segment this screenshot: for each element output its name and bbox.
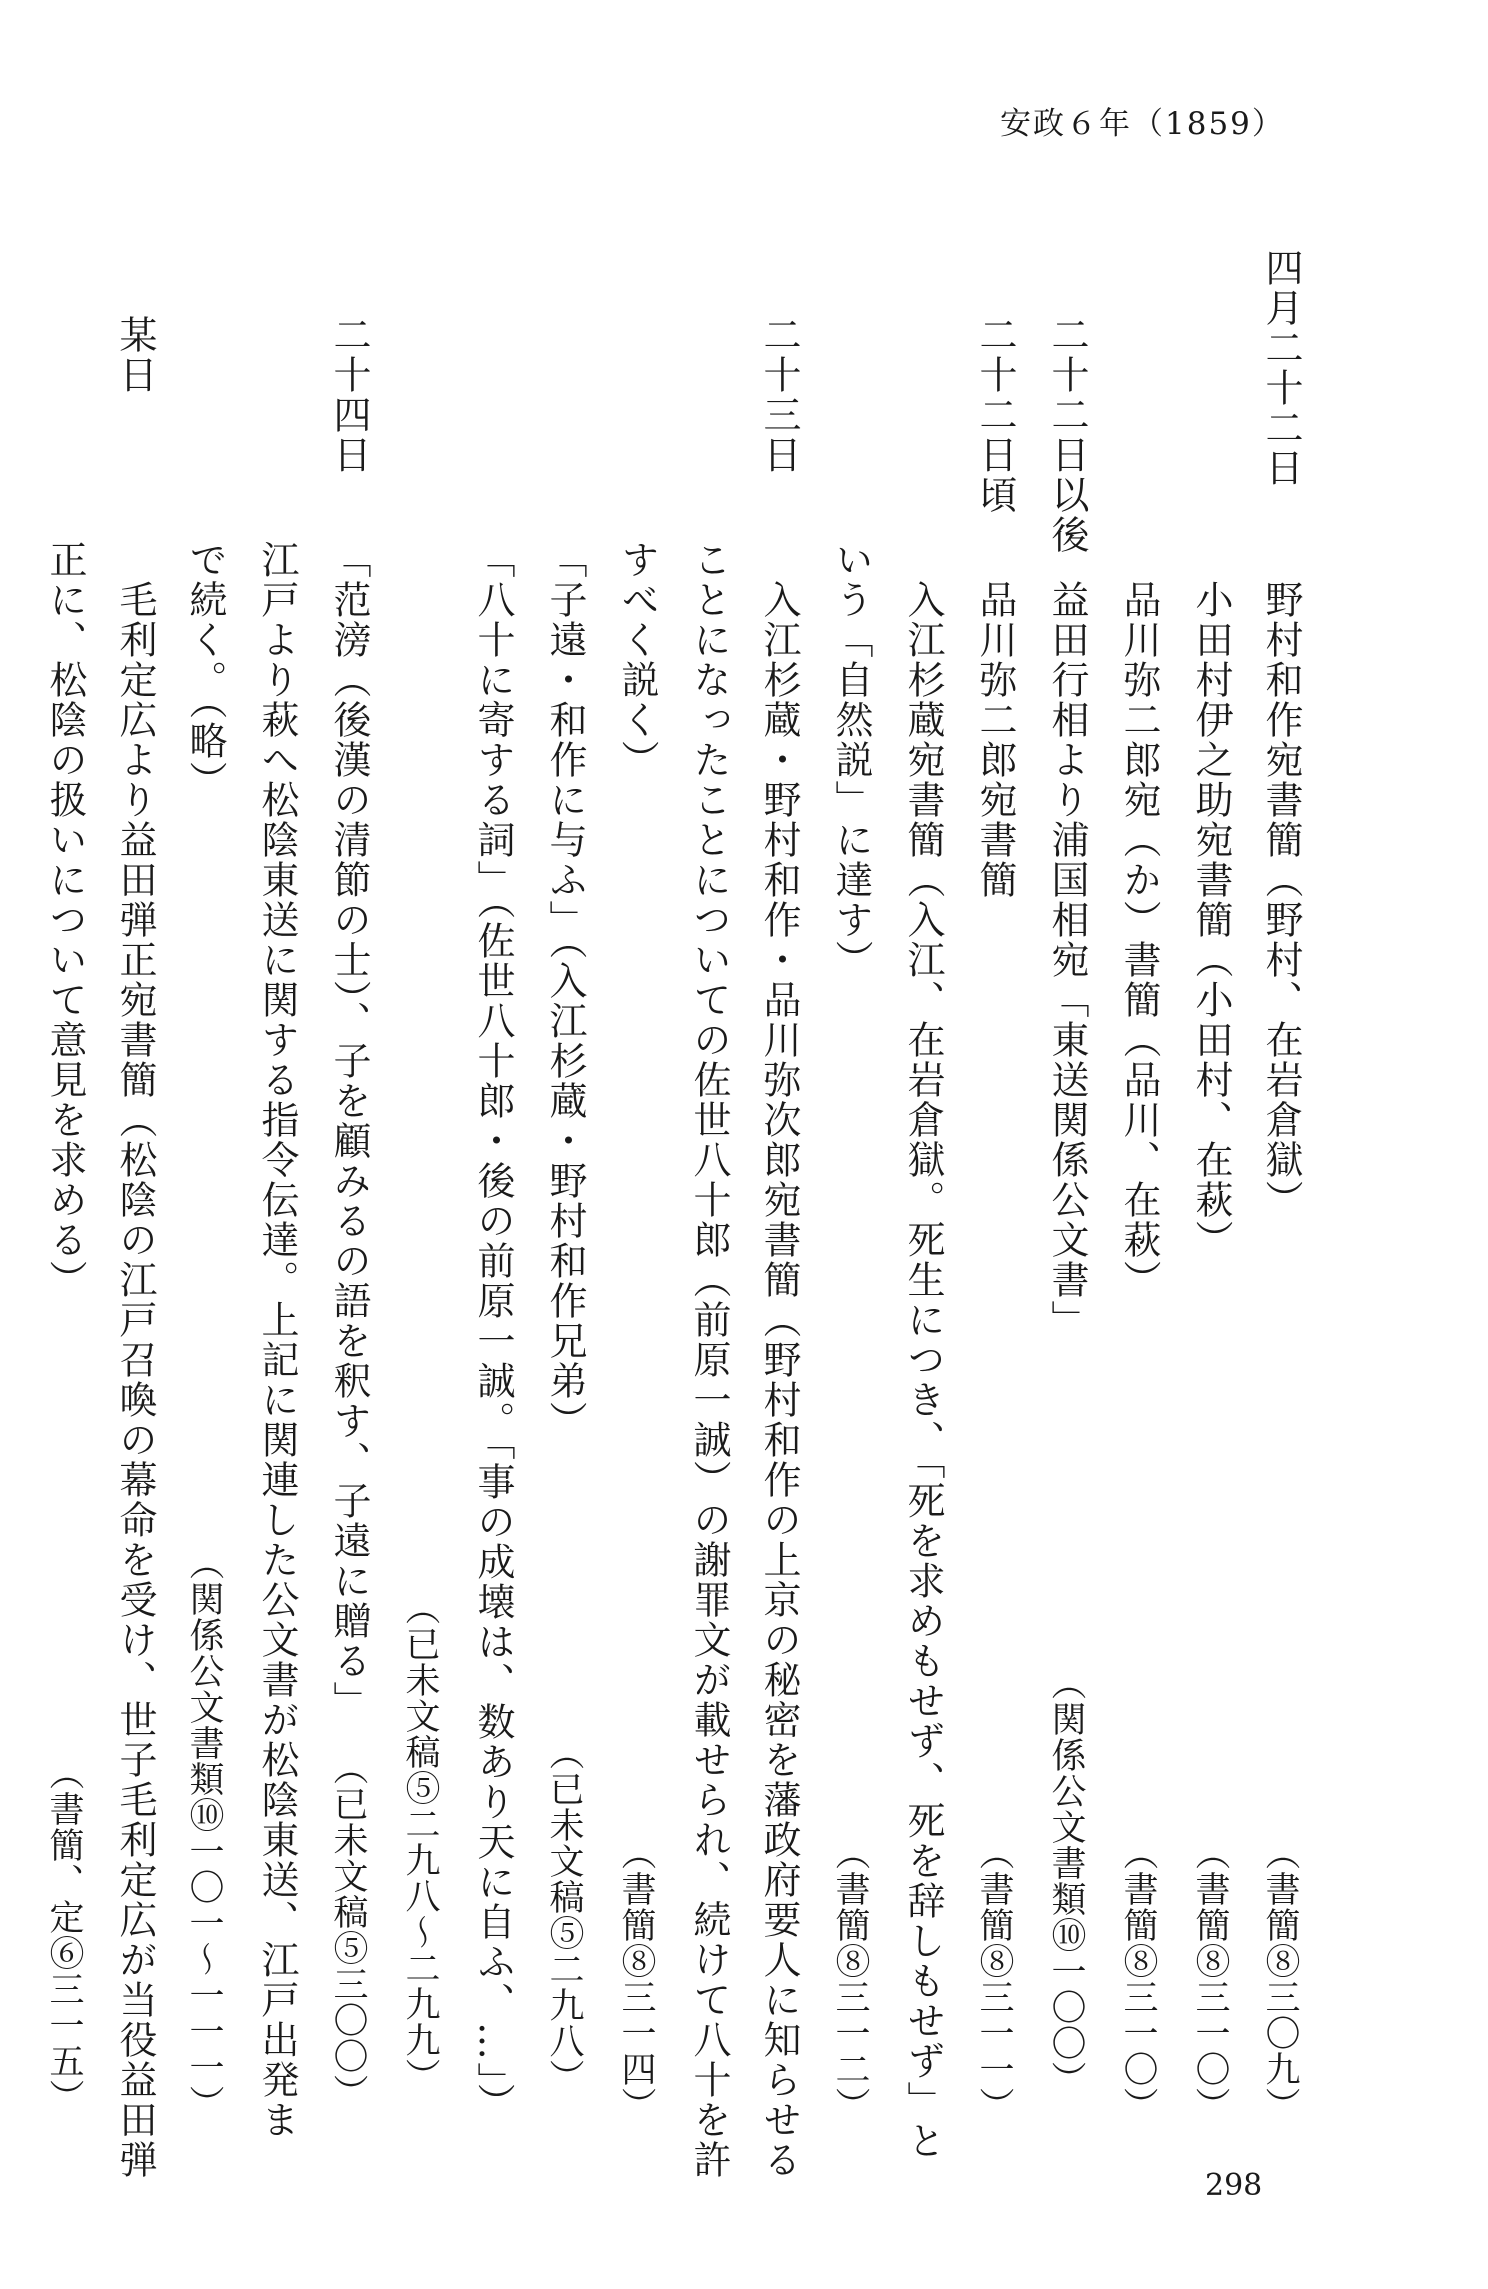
entry-text: 「子遠・和作に与ふ」（入江杉蔵・野村和作兄弟）: [543, 540, 587, 1441]
entry-text: 入江杉蔵・野村和作・品川弥次郎宛書簡（野村和作の上京の秘密を藩政府要人に知らせる: [757, 580, 801, 2180]
entry-text: 野村和作宛書簡（野村、在岩倉獄）: [1259, 580, 1303, 1220]
date-heading: 某日: [113, 315, 157, 395]
entry-text: 「八十に寄する詞」（佐世八十郎・後の前原一誠。「事の成壊は、数あり天に自ふ、…」）: [471, 540, 515, 2123]
entry-source: （已未文稿⑤二九八〜二九九）: [400, 1590, 440, 2094]
date-heading: 二十三日: [757, 315, 801, 475]
page-number: 298: [1205, 2168, 1263, 2203]
entry-source: （已未文稿⑤三〇〇）: [328, 1750, 368, 2110]
entry-text: 小田村伊之助宛書簡（小田村、在萩）: [1189, 580, 1233, 1260]
entry-text: 毛利定広より益田弾正宛書簡（松陰の江戸召喚の幕命を受け、世子毛利定広が当役益田弾: [113, 580, 157, 2180]
entry-text: 入江杉蔵宛書簡（入江、在岩倉獄。死生につき、「死を求めもせず、死を辞しもせず」と: [901, 580, 945, 2161]
entry-text-cont: 正に、松陰の扱いについて意見を求める）: [43, 540, 87, 1300]
entry-text-cont: ことになったことについての佐世八十郎（前原一誠）の謝罪文が載せられ、続けて八十を許: [687, 540, 731, 2180]
date-heading: 四月二十二日: [1259, 248, 1303, 488]
entry-text: 「范滂（後漢の清節の士）、子を顧みるの語を釈す、子遠に贈る」: [327, 540, 371, 1721]
entry-source: （関係公文書類⑩一〇一〜一一一）: [184, 1545, 224, 2121]
entry-text: 品川弥二郎宛（か）書簡（品川、在萩）: [1117, 580, 1161, 1300]
entry-source: （書簡、定⑥三一五）: [44, 1755, 84, 2115]
entry-source: （書簡⑧三〇九）: [1260, 1835, 1300, 2123]
entry-source: （書簡⑧三一四）: [616, 1835, 656, 2123]
entry-text-cont: いう「自然説」に達す）: [829, 540, 873, 980]
entry-text: 益田行相より浦国相宛「東送関係公文書」: [1045, 580, 1089, 1340]
entry-text-cont: すべく説く）: [615, 540, 659, 780]
date-heading: 二十二日頃: [973, 315, 1017, 515]
entry-source: （書簡⑧三一二）: [830, 1835, 870, 2123]
entry-source: （関係公文書類⑩一〇〇）: [1046, 1665, 1086, 2097]
entry-source: （書簡⑧三一一）: [974, 1835, 1014, 2123]
running-header: 安政６年（1859）: [1000, 106, 1285, 142]
entry-source: （已未文稿⑤二九八）: [544, 1735, 584, 2095]
entry-text: 江戸より萩へ松陰東送に関する指令伝達。上記に関連した公文書が松陰東送、江戸出発ま: [255, 540, 299, 2140]
entry-source: （書簡⑧三一〇）: [1190, 1835, 1230, 2123]
date-heading: 二十四日: [327, 315, 371, 475]
entry-text-cont: で続く。（略）: [183, 540, 227, 801]
entry-text: 品川弥二郎宛書簡: [973, 580, 1017, 900]
date-heading: 二十二日以後: [1045, 315, 1089, 555]
entry-source: （書簡⑧三一〇）: [1118, 1835, 1158, 2123]
